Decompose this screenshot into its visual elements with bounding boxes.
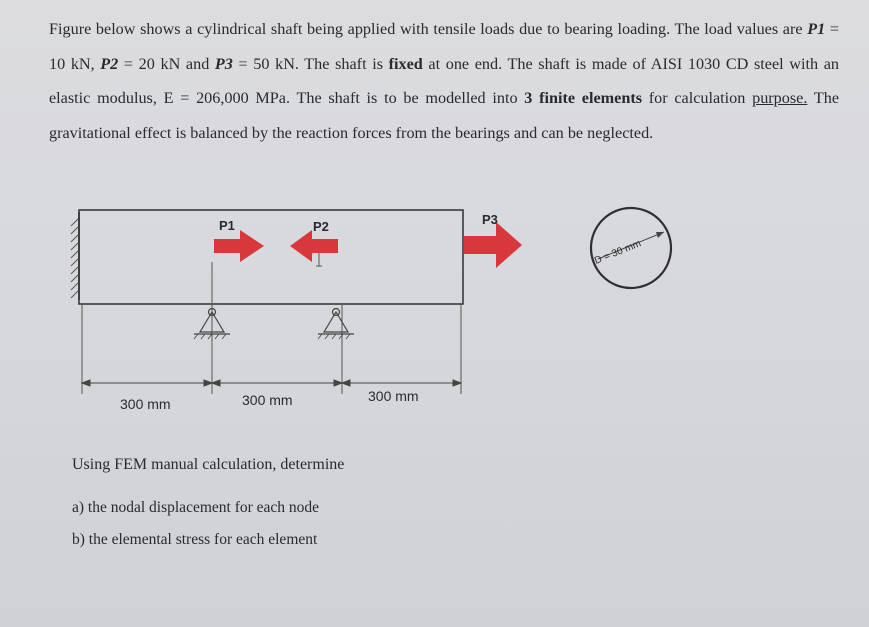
diameter-label: D = 30 mm xyxy=(593,238,643,267)
question-intro: Using FEM manual calculation, determine xyxy=(72,456,345,473)
pin-support-icon xyxy=(318,309,354,340)
p3-label: P3 xyxy=(482,212,498,227)
p2-value: = 20 kN and xyxy=(118,54,215,73)
dim-label-1: 300 mm xyxy=(120,396,171,412)
extension-lines xyxy=(82,304,461,394)
p1-label: P1 xyxy=(219,218,235,233)
p3-variable: P3 xyxy=(214,54,233,73)
dim-label-3: 300 mm xyxy=(368,388,419,404)
fixed-wall-hatch-icon xyxy=(71,212,79,300)
elements-count: 3 finite elements xyxy=(524,89,643,107)
shaft-body xyxy=(79,210,463,304)
bearing-stem xyxy=(212,252,322,308)
p1-value: = 10 kN, xyxy=(49,20,839,73)
purpose-word: purpose. xyxy=(752,89,808,107)
question-a: a) the nodal displacement for each node xyxy=(72,499,320,516)
cross-section xyxy=(591,208,671,288)
statement-text-4: The gravitational effect is balanced by the reaction forces from the bearings and can be neglected. xyxy=(49,89,840,142)
force-arrow-icon xyxy=(464,222,522,268)
statement-text: Figure below shows a cylindrical shaft being applied with tensile loads due to bearing loading. The load values are xyxy=(49,20,808,38)
question-b: b) the elemental stress for each element xyxy=(72,531,318,548)
statement-text-3: for calculation xyxy=(642,89,753,107)
p2-variable: P2 xyxy=(100,54,119,73)
p2-label: P2 xyxy=(313,219,329,234)
force-arrow-icon xyxy=(290,230,338,262)
p3-value: = 50 kN. The shaft is xyxy=(232,54,389,73)
dim-label-2: 300 mm xyxy=(242,392,293,408)
force-arrow-icon xyxy=(214,230,264,262)
p1-variable: P1 xyxy=(807,20,826,38)
dimension-line xyxy=(82,380,461,386)
fixed-word: fixed xyxy=(388,54,423,73)
statement-text-2: at one end. The shaft is made of AISI 1030 CD steel with an elastic modulus, E = 206,000 MPa. The shaft is to be modelled into xyxy=(49,54,839,107)
